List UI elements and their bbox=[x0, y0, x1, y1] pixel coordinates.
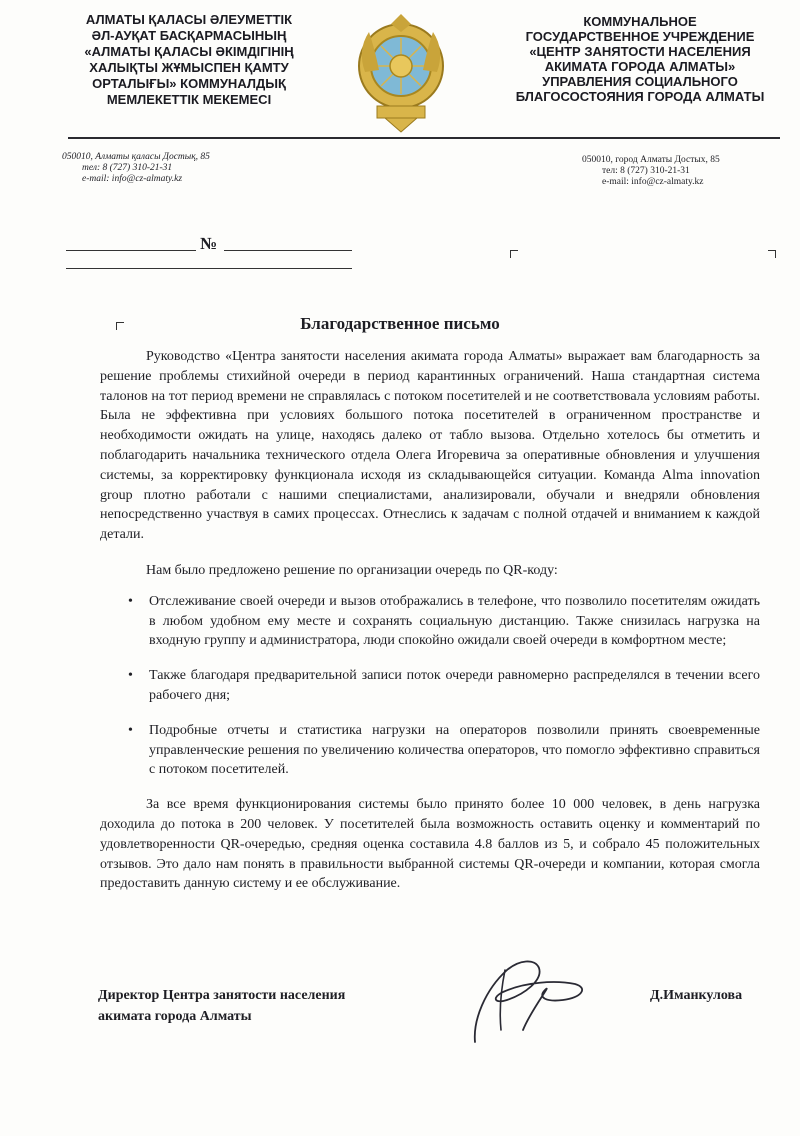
header-right-line: БЛАГОСОСТОЯНИЯ ГОРОДА АЛМАТЫ bbox=[515, 89, 765, 104]
header-right-line: УПРАВЛЕНИЯ СОЦИАЛЬНОГО bbox=[542, 74, 738, 89]
bullet-icon: • bbox=[128, 668, 133, 684]
address-corner-mark bbox=[510, 250, 518, 258]
address-right bbox=[582, 155, 720, 188]
address-email: e-mail: info@cz-almaty.kz bbox=[82, 174, 183, 184]
address-street: 050010, Алматы қаласы Достық, 85 bbox=[62, 152, 210, 162]
letter-title: Благодарственное письмо bbox=[300, 314, 500, 333]
state-emblem-icon bbox=[355, 10, 447, 136]
address-corner-mark bbox=[768, 250, 776, 258]
address-phone: тел: 8 (727) 310-21-31 bbox=[82, 163, 173, 173]
header-left-line: «АЛМАТЫ ҚАЛАСЫ ӘКІМДІГІНІҢ bbox=[84, 44, 294, 59]
list-item bbox=[100, 592, 760, 651]
address-left bbox=[62, 152, 210, 185]
bullet-icon: • bbox=[128, 722, 133, 738]
proposal-paragraph: Нам было предложено решение по организации очередь по QR-коду: bbox=[146, 562, 558, 578]
header-left-line: ӘЛ-АУҚАТ БАСҚАРМАСЫНЫҢ bbox=[91, 28, 287, 43]
position-line: Директор Центра занятости населения bbox=[98, 988, 346, 1003]
header-left-line: ХАЛЫҚТЫ ЖҰМЫСПЕН ҚАМТУ bbox=[89, 60, 289, 75]
header-right-line: «ЦЕНТР ЗАНЯТОСТИ НАСЕЛЕНИЯ bbox=[529, 44, 751, 59]
header-divider bbox=[68, 137, 780, 139]
number-label: № bbox=[200, 234, 218, 253]
header-left-kazakh bbox=[58, 12, 320, 108]
header-left-line: АЛМАТЫ ҚАЛАСЫ ӘЛЕУМЕТТІК bbox=[85, 12, 293, 27]
list-item-text: Отслеживание своей очереди и вызов отображались в телефоне, что позволило посетителям ожидать в любом удобном ему месте и сохранять социальную дистанцию. Также снизилась нагрузка на входную группу и администратора, люди спокойно ожидали своей очереди в комфортном месте; bbox=[149, 593, 760, 649]
header-left-line: ОРТАЛЫҒЫ» КОММУНАЛДЫҚ bbox=[92, 76, 286, 91]
date-blank-line bbox=[66, 250, 196, 251]
outgoing-number-field bbox=[66, 234, 352, 284]
address-phone: тел: 8 (727) 310-21-31 bbox=[602, 166, 690, 176]
bullet-icon: • bbox=[128, 593, 133, 609]
list-item-text: Также благодаря предварительной записи поток очереди равномерно распределялся в течении всего рабочего дня; bbox=[149, 668, 760, 703]
signatory-position bbox=[98, 985, 345, 1027]
benefits-list bbox=[100, 592, 760, 780]
recipient-blank-line bbox=[66, 268, 352, 269]
handwritten-signature bbox=[455, 950, 595, 1045]
position-line: акимата города Алматы bbox=[98, 1009, 252, 1024]
number-blank-line bbox=[224, 250, 352, 251]
signatory-name: Д.Иманкулова bbox=[650, 988, 743, 1003]
address-street: 050010, город Алматы Достых, 85 bbox=[582, 155, 720, 165]
address-email: e-mail: info@cz-almaty.kz bbox=[602, 177, 704, 187]
list-item bbox=[100, 721, 760, 780]
closing-paragraph: За все время функционирования системы было принято более 10 000 человек, в день нагрузка доходила до потока в 200 человек. У посетителей была возможность оставить оценку и комментарий по удовлетворенности QR-очередью, средняя оценка составила 4.8 баллов из 5, и собрало 45 положительных отзывов. Это дало нам понять в правильности выбранной системы QR-очереди и компании, которая смогла предоставить данную систему и ее обслуживание. bbox=[100, 797, 760, 892]
intro-paragraph: Руководство «Центра занятости населения акимата города Алматы» выражает вам благодарность за решение проблемы стихийной очереди в период карантинных ограничений. Наша стандартная система талонов на тот период времени не справлялась с потоком посетителей и не соответствовала условиям работы. Была не эффективна при условиях большого потока посетителей в ограниченном пространстве и необходимости ожидать на улице, находясь далеко от табло вызова. Отдельно хотелось бы отметить и поблагодарить начальника технического отдела Олега Игоревича за оперативные обновления и улучшения системы, за корректировку функционала исходя из складывающейся ситуации. Команда Alma innovation group плотно работали с нашими специалистами, анализировали, обучали и внедряли обновления непосредственно участвуя в самих процессах. Отнеслись к задачам с полной отдачей и вниманием к каждой детали. bbox=[100, 349, 760, 543]
header-right-russian bbox=[500, 14, 780, 104]
header-right-line: ГОСУДАРСТВЕННОЕ УЧРЕЖДЕНИЕ bbox=[525, 29, 755, 44]
letter-body bbox=[100, 347, 760, 894]
list-item-text: Подробные отчеты и статистика нагрузки на операторов позволили принять своевременные управленческие решения по увеличению количества операторов, что помогло эффективно справиться с потоком посетителей. bbox=[149, 722, 760, 778]
list-item bbox=[100, 666, 760, 706]
header-right-line: КОММУНАЛЬНОЕ bbox=[583, 14, 697, 29]
header-right-line: АКИМАТА ГОРОДА АЛМАТЫ» bbox=[544, 59, 736, 74]
header-left-line: МЕМЛЕКЕТТІК МЕКЕМЕСІ bbox=[106, 92, 272, 107]
